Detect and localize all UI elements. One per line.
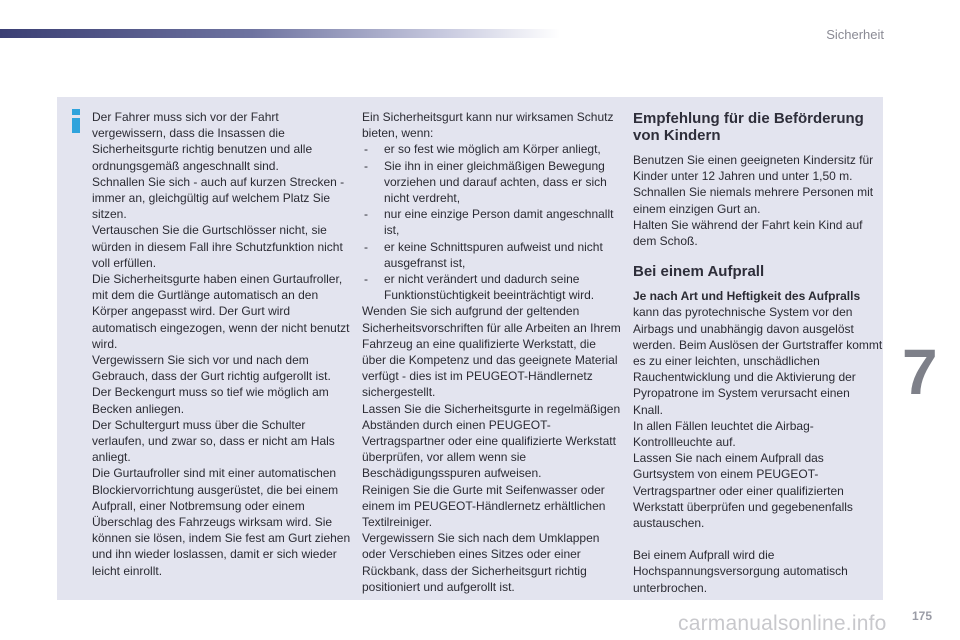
impact-lead: Je nach Art und Heftigkeit des Aufpralls [633,289,861,304]
list-item: - er keine Schnittspuren aufweist und nicht ausgefranst ist, [362,239,622,271]
paragraph: Vertauschen Sie die Gurtschlösser nicht, sie würden in diesem Fall ihre Schutzfunktion nicht voll erfüllen. [92,223,343,270]
paragraph: Der Fahrer muss sich vor der Fahrt vergewissern, dass die Insassen die Sicherheitsgurte richtig benutzen und alle ordnungsgemäß angeschnallt sind. [92,110,313,173]
right-column [633,110,883,596]
paragraph: Lassen Sie nach einem Aufprall das Gurtsystem von einem PEUGEOT-Vertragspartner oder einer qualifizierten Werkstatt überprüfen und gegebenenfalls austauschen. [633,451,853,531]
paragraph: Der Beckengurt muss so tief wie möglich am Becken anliegen. [92,385,329,416]
page-number: 175 [912,609,933,623]
paragraph: Halten Sie während der Fahrt kein Kind auf dem Schoß. [633,217,863,249]
list-item: - er nicht verändert und dadurch seine Funktionstüchtigkeit beeinträchtigt wird. [362,271,622,303]
impact-paragraph [633,288,883,418]
conditions-intro: Ein Sicherheitsgurt kann nur wirksamen Schutz bieten, wenn: [362,110,614,141]
list-item: - Sie ihn in einer gleichmäßigen Bewegung vorziehen und darauf achten, dass er sich nicht verdreht, [362,158,622,207]
watermark: carmanualsonline.info [678,612,887,635]
children-heading: Empfehlung für die Beförderung von Kindern [633,110,864,144]
paragraph: Wenden Sie sich aufgrund der geltenden Sicherheitsvorschriften für alle Arbeiten an Ihrem Fahrzeug an eine qualifizierte Werkstatt, die über die Kompetenz und das geeignete Material verfügt - dies ist im PEUGEOT-Händlernetz sichergestellt. [362,304,621,400]
paragraph: Der Schultergurt muss über die Schulter verlaufen, und zwar so, dass er nicht am Hals anliegt. [92,417,335,465]
middle-column [362,109,622,595]
section-title: Sicherheit [826,27,884,42]
paragraph: Benutzen Sie einen geeigneten Kindersitz für Kinder unter 12 Jahren und unter 1,50 m. [633,153,874,184]
paragraph: Reinigen Sie die Gurte mit Seifenwasser oder einem im PEUGEOT-Händlernetz erhältlichen Textilreiniger. [362,482,606,530]
header-accent-bar [0,29,560,38]
paragraph: Die Gurtaufroller sind mit einer automatischen Blockiervorrichtung ausgerüstet, die bei einem Aufprall, einer Notbremsung oder einem Überschlag des Fahrzeugs wirksam wird. Sie können sie lösen, indem Sie fest am Gurt ziehen und ihn wieder loslassen, damit er sich wieder leicht einrollt. [92,466,351,578]
paragraph: Die Sicherheitsgurte haben einen Gurtaufroller, mit dem die Gurtlänge automatisch an den Körper angepasst wird. Der Gurt wird automatisch eingezogen, wenn der nicht benutzt wird. [92,272,350,351]
conditions-list [362,141,622,303]
impact-heading: Bei einem Aufprall [633,263,765,281]
list-item: - nur eine einzige Person damit angeschnallt ist, [362,206,622,238]
chapter-number: 7 [902,336,938,408]
info-icon [69,109,83,133]
paragraph: Schnallen Sie niemals mehrere Personen mit einem einzigen Gurt an. [633,185,874,216]
impact-lead-rest: kann das pyrotechnische System vor den Airbags und unabhängig davon ausgelöst werden. Beim Auslösen der Gurtstraffer kommt es zu einer leichten, unschädlichen Rauchentwicklung und die Aktivierung der Pyropatrone im System verursacht einen Knall. [633,305,883,417]
list-item: - er so fest wie möglich am Körper anliegt, [362,141,622,157]
paragraph: Vergewissern Sie sich vor und nach dem Gebrauch, dass der Gurt richtig aufgerollt ist. [92,353,331,384]
left-column [92,109,354,579]
paragraph: Schnallen Sie sich - auch auf kurzen Strecken - immer an, gleichgültig auf welchem Platz Sie sitzen. [92,174,345,222]
paragraph: Vergewissern Sie sich nach dem Umklappen oder Verschieben eines Sitzes oder einer Rückbank, dass der Sicherheitsgurt richtig positioniert und aufgerollt ist. [362,531,600,594]
paragraph: Lassen Sie die Sicherheitsgurte in regelmäßigen Abständen durch einen PEUGEOT-Vertragspartner oder eine qualifizierte Werkstatt überprüfen, vor allem wenn sie Beschädigungsspuren aufweisen. [362,401,621,481]
paragraph: In allen Fällen leuchtet die Airbag-Kontrollleuchte auf. [633,418,814,450]
impact-note: Bei einem Aufprall wird die Hochspannungsversorgung automatisch unterbrochen. [633,548,848,595]
